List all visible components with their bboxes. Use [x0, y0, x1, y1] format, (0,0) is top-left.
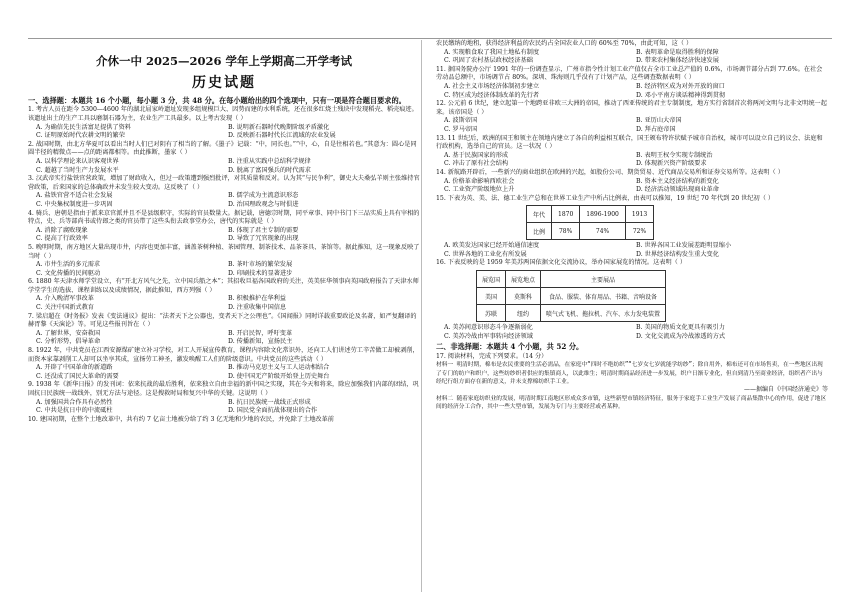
question-stem: 16. 下表反映的是 1959 年美苏两国依据文化交流协议，举办国家展览的情况。这表明（ ） — [436, 259, 687, 267]
option: A. 盐铁官营不适合社会发展 — [36, 192, 113, 200]
option: B. 世界各国工业发展差距明显缩小 — [636, 242, 732, 250]
question-stem: 14. 新航路开辟后，一些新兴的商业组织在欧洲的兴起，如股份公司、期货贸易、近代商品交易所和证券交易所等。这表明（ ） — [436, 168, 784, 176]
option: C. 提高了行政效率 — [36, 235, 88, 243]
option: B. 亚历山大帝国 — [636, 117, 682, 125]
options — [436, 152, 828, 169]
question-stem: 8. 1922 年，中共党员在江西安源煤矿建立补习学校，对工人开展宣传教育，课程内容除文化常识外，还向工人们讲述劳工辛苦做工却被剥削，而资本家靠剥削工人却可以坐享其成，宣扬劳工神圣，激发唤醒工人们的阶级意识。中共党员的这些活动（ ） — [28, 347, 419, 363]
option: A. 社会主义市场经济体制初步建立 — [444, 82, 540, 90]
option: B. 资本主义经济结构的新变化 — [636, 177, 719, 185]
question-stem: 5. 晚明时期，南方地区大量出现市井，内容也更加丰富，涵盖茶树种植、茶园管理、制茶技术、品茶茶具、茶馆等。据此推知，这一现象反映了当时（ ） — [28, 243, 420, 260]
options — [28, 295, 420, 312]
option: D. 印刷技术的显著进步 — [228, 269, 293, 277]
table-cell: 展览国 — [477, 271, 506, 288]
question-stem: 农民缴纳的地租，获得经济利益的农民约占全国农业人口的 60%至 70%，由此可知，这（ ） — [436, 40, 693, 47]
table-cell: 食品、服装、体育用品、书籍、音响设备 — [541, 288, 666, 305]
option: A. 市井生活的多元需求 — [36, 261, 101, 269]
option: B. 体现了君主专制的需要 — [228, 226, 299, 234]
material-2: 材料二 随着家庭纺织业的发展，明清时期江南地区形成众多市镇，这些新型市镇经济特征，服务于家庭手工业生产发展了商品集散中心的作用，促进了地区间的经济分工合作，其中一些大型市镇，发展为专门与主要经营或者某种。 — [436, 395, 827, 411]
table-cell: 展览地点 — [506, 271, 541, 288]
options — [28, 192, 420, 209]
material-1: 材料一 明清时期，棉布是农民重要的生活必需品，在家庭中“四时不绝纺织”“七岁女七岁就能学纺纱”；除自用外，棉布还可在市场售卖，在一些地区出现了专门的纺户和织户，这些纺纱织者供应的集镇商人，以此维生；明清时期商品经济进一步发展，织户日渐专业化，但自到清乃至商业经济，组织者产出与经纪行组方面存在新的意义，并未支撑棉纺织手工业。 — [436, 362, 823, 386]
option: D. 拜占庭帝国 — [636, 125, 676, 133]
option: A. 实现粮食取了我国土地私有制度 — [444, 48, 540, 56]
option: D. 国民党全面抗战体现出的合作 — [228, 407, 318, 415]
table-row — [527, 206, 654, 223]
question-stem: 2. 战国时期，由北方华夏可以看出当时人们已对阴有了相当的了解。《墨子》记载：“中，同长也。”“中，心，自是往相若也。”其意为：圆心是同圆半径的精微点——点的距离都相等。由此推断，墨家（ ） — [28, 140, 417, 157]
option: A. 波斯帝国 — [444, 117, 478, 125]
options — [436, 49, 828, 66]
option: A. 为确信先民生活富足提供了资料 — [36, 123, 132, 131]
question-stem: 10. 建国初期，在整个土地改革中，共有约 7 亿亩土地被分给了约 3 亿无地和少地的农民，并免除了土地改革前 — [28, 415, 334, 423]
option: D. 传播新知，宣扬民主 — [228, 338, 293, 346]
section-2-heading: 二、非选择题：本题共 4 个小题，共 52 分。 — [436, 342, 584, 352]
table-cell: 喷气式飞机、拖拉机、汽车、水力发电装置 — [541, 305, 666, 322]
options — [436, 324, 828, 341]
option: D. 脱离了富国强兵的时代需求 — [228, 166, 311, 174]
table-cell: 美国 — [477, 288, 506, 305]
option: B. 推动马克思主义与工人运动相结合 — [228, 364, 330, 372]
option: B. 抗日民族统一战线正式形成 — [228, 398, 311, 406]
table-cell: 72% — [625, 223, 653, 240]
option: B. 开启民智，呼吁变革 — [228, 329, 293, 337]
question-stem: 6. 1880 年天津水师学堂设立，有“开北方风气之先，立中国兵船之本”；其招收旦福各国政府的关注，英美驻华领事向英国政府报告了天津水师学堂学生的选拔、课程训练以及成绩情况，据此推知，西方列强（ ） — [28, 278, 419, 294]
option: A. 了解世界，安奋救国 — [36, 329, 101, 337]
option: D. 带来农村集体经济快速发展 — [636, 57, 719, 65]
option: A. 价格革命影响西欧社会 — [444, 177, 515, 185]
question-17-stem: 17. 阅读材料，完成下列要求。（14 分） — [436, 352, 548, 360]
option: C. 冲击了原有社会结构 — [444, 160, 509, 168]
option: C. 中共是抗日中的中流砥柱 — [36, 407, 113, 415]
question-stem: 3. 汉武帝实行盐铁官营政策，增加了财政收入，但过一政策遭到强烈批评，对其质量和反对。认为其“与民争利”，御史大夫桑弘羊则主张维持官营政策，后来国家的总体确政并未发生较大变动。这反映了（ ） — [28, 175, 420, 191]
option: C. 世界各地的工业化有所发展 — [444, 250, 527, 258]
option: D. 邓小平南方谈话精神得到贯彻 — [636, 91, 726, 99]
table-cell: 纽约 — [506, 305, 541, 322]
option: B. 茶叶市场的繁荣发展 — [228, 261, 293, 269]
option: D. 导致了冗官现象的出现 — [228, 235, 299, 243]
table-cell: 莫斯科 — [506, 288, 541, 305]
material-source: ——据编自《中国经济通史》等 — [743, 386, 828, 394]
option: B. 儒学成为主流意识形态 — [228, 192, 299, 200]
option: C. 证明原始时代农耕文明的繁荣 — [36, 132, 125, 140]
option: B. 经济特区成为对外开放的窗口 — [636, 82, 725, 90]
question-stem: 1. 考古人员在距今 5300—4600 年的湖北屈家岭遗址发现多组规模巨大、因势而建的水利系统，还在很多红烧土残块中发现稻壳、稻壳痕迹。该遗址出土的生产工具以磨制石器为主，农业生产工具最多。以上考古发现（ ） — [28, 106, 418, 122]
option: C. 超越了当时生产力发展水平 — [36, 166, 119, 174]
options — [28, 364, 420, 381]
question-stem: 13. 11 世纪后，欧洲的国王和领主在领地内建立了各自的利益相互联合，国王颁布特许状赋予城市自治权，城市可以设立自己的议会、法庭和行政机构，选举自己的官员。这一状况（ ） — [436, 134, 823, 151]
option: D. 使中国无产阶级开始登上历史舞台 — [228, 372, 330, 380]
option: C. 分析形势，倡导革命 — [36, 338, 101, 346]
options — [28, 227, 420, 244]
option: A. 介入晚清军事改革 — [36, 295, 94, 303]
exam-subject: 历史试题 — [192, 75, 256, 91]
left-column — [28, 40, 420, 424]
option: C. 关注中国新式教育 — [36, 304, 94, 312]
options — [436, 178, 828, 195]
column-divider — [421, 40, 422, 592]
table-cell: 78% — [552, 223, 580, 240]
option: C. 巩固了农村基层政权经济基础 — [444, 57, 533, 65]
option: D. 反映新石器时代长江流域的农业发展 — [228, 132, 336, 140]
option: C. 还没成了国民大革命的需要 — [36, 372, 119, 380]
option: C. 文化传播的民间驱动 — [36, 269, 101, 277]
table-cell: 1870 — [552, 206, 580, 223]
option: A. 加强国共合作具有必然性 — [36, 398, 113, 406]
option: B. 注重从实践中总结科学规律 — [228, 157, 311, 165]
question-stem: 15. 下表为英、美、法、德工业生产总和在世界工业生产中所占比例表，由表可以推知，19 世纪 70 年代到 20 世纪初（ ） — [436, 194, 775, 202]
option: C. 中央集权制度进一步巩固 — [36, 200, 113, 208]
option: B. 表明王权令实现专制统治 — [636, 151, 713, 159]
option: C. 工业资产阶级地位上升 — [444, 186, 515, 194]
table-row — [477, 305, 666, 322]
table-cell: 苏联 — [477, 305, 506, 322]
table-15 — [526, 205, 654, 240]
options — [436, 83, 828, 100]
options — [28, 158, 420, 175]
options — [28, 261, 420, 278]
table-cell: 74% — [580, 223, 626, 240]
option: A. 基于民族国家的形成 — [444, 151, 509, 159]
option: D. 文化交流成为冷战渗透的方式 — [636, 332, 726, 340]
option: D. 注重收集中国信息 — [228, 304, 287, 312]
option: D. 治国理政观念与时俱进 — [228, 200, 299, 208]
section-1-heading: 一、选择题：本题共 16 个小题，每小题 3 分，共 48 分。在每小题给出的四个选项中，只有一项是符合题目要求的。 — [28, 96, 406, 105]
right-questions — [436, 40, 828, 412]
table-cell: 比例 — [527, 223, 552, 240]
option: A. 欧美发达国家已经开始通信速度 — [444, 242, 540, 250]
header-rule — [28, 38, 832, 39]
option: A. 以科学理论来认识客观世界 — [36, 157, 119, 165]
option: A. 消除了腐败现象 — [36, 226, 88, 234]
option: D. 体现新兴资产阶级要求 — [636, 160, 707, 168]
options — [28, 330, 420, 347]
table-row — [527, 223, 654, 240]
table-cell: 主要展品 — [541, 271, 666, 288]
option: B. 表明革命是取得胜利的保障 — [636, 48, 719, 56]
table-cell: 年代 — [527, 206, 552, 223]
table-row — [477, 288, 666, 305]
option: B. 说明新石器时代晚期阶级矛盾激化 — [228, 123, 330, 131]
table-cell: 1913 — [625, 206, 653, 223]
options — [436, 242, 828, 259]
options — [28, 124, 420, 141]
option: C. 罗马帝国 — [444, 125, 478, 133]
question-stem: 7. 梁启超在《时务报》发表《变法通议》提出：“法者天下之公器也，变者天下之公理也”。《国闻报》同时详载重要政论及名著，如严复翻译的赫胥黎《天演论》等。可见这些报刊旨在（ ） — [28, 312, 417, 329]
option: B. 美国的物质文化更具有吸引力 — [636, 324, 725, 332]
right-column — [436, 40, 828, 412]
options — [28, 399, 420, 416]
option: B. 积极推护在华利益 — [228, 295, 286, 303]
option: D. 经济活动领域出现商业革命 — [636, 186, 719, 194]
option: A. 开辟了中国革命的新道路 — [36, 364, 113, 372]
left-questions — [28, 106, 420, 424]
option: D. 世界经济结构发生重大变化 — [636, 250, 719, 258]
option: C. 特区成为经济体制改革的先行者 — [444, 91, 540, 99]
option: A. 美苏间意识形态斗争逐渐弱化 — [444, 324, 533, 332]
table-cell: 1896-1900 — [580, 206, 626, 223]
table-16 — [476, 270, 666, 322]
options — [436, 117, 828, 134]
option: C. 美苏冷战由军事转向经济领域 — [444, 332, 533, 340]
exam-title: 介休一中 2025—2026 学年上学期高二开学考试 — [95, 54, 353, 68]
question-stem: 12. 公元前 6 世纪，建立起第一个地跨亚非欧三大洲的帝国，推动了西亚传统的君主专制制度，地方实行省制首次将两河文明与北非文明统一起来。该帝国是（ ） — [436, 100, 827, 116]
question-stem: 9. 1938 年《新华日报》的发刊词：依来抗战的最后胜利，依来独立自由幸福的新中国之实现，其在今天和将来，除应加强我们内部的团结，巩固抗日民族统一战线外，别无方法与途径。这是搜救时局和复兴中华的关键。这说明（ ） — [28, 381, 419, 397]
question-stem: 11. 据国务院办公厅 1991 年的一份调查显示，广州市指令性计划工业产值仅占全市工业总产值的 0.6%，市场调节部分占到 77.6%。在社会劳动品总额中，市场调节占 80%。深圳、珠海则几乎没有了计划产品，这些调查数据表明（ ） — [436, 65, 823, 82]
question-stem: 4. 骑兵、唐朝是指由于派来京官派并且不是县级职守，实际的官员数量大。据记载，唐德宗时期，同平章事、同中书门下三品实质上具有宰相的特点，史、兵等部尚书或侍郎之类的官员带了这些头衔去政事堂办公，唐代的实际就是（ ） — [28, 209, 420, 226]
table-row — [477, 271, 666, 288]
